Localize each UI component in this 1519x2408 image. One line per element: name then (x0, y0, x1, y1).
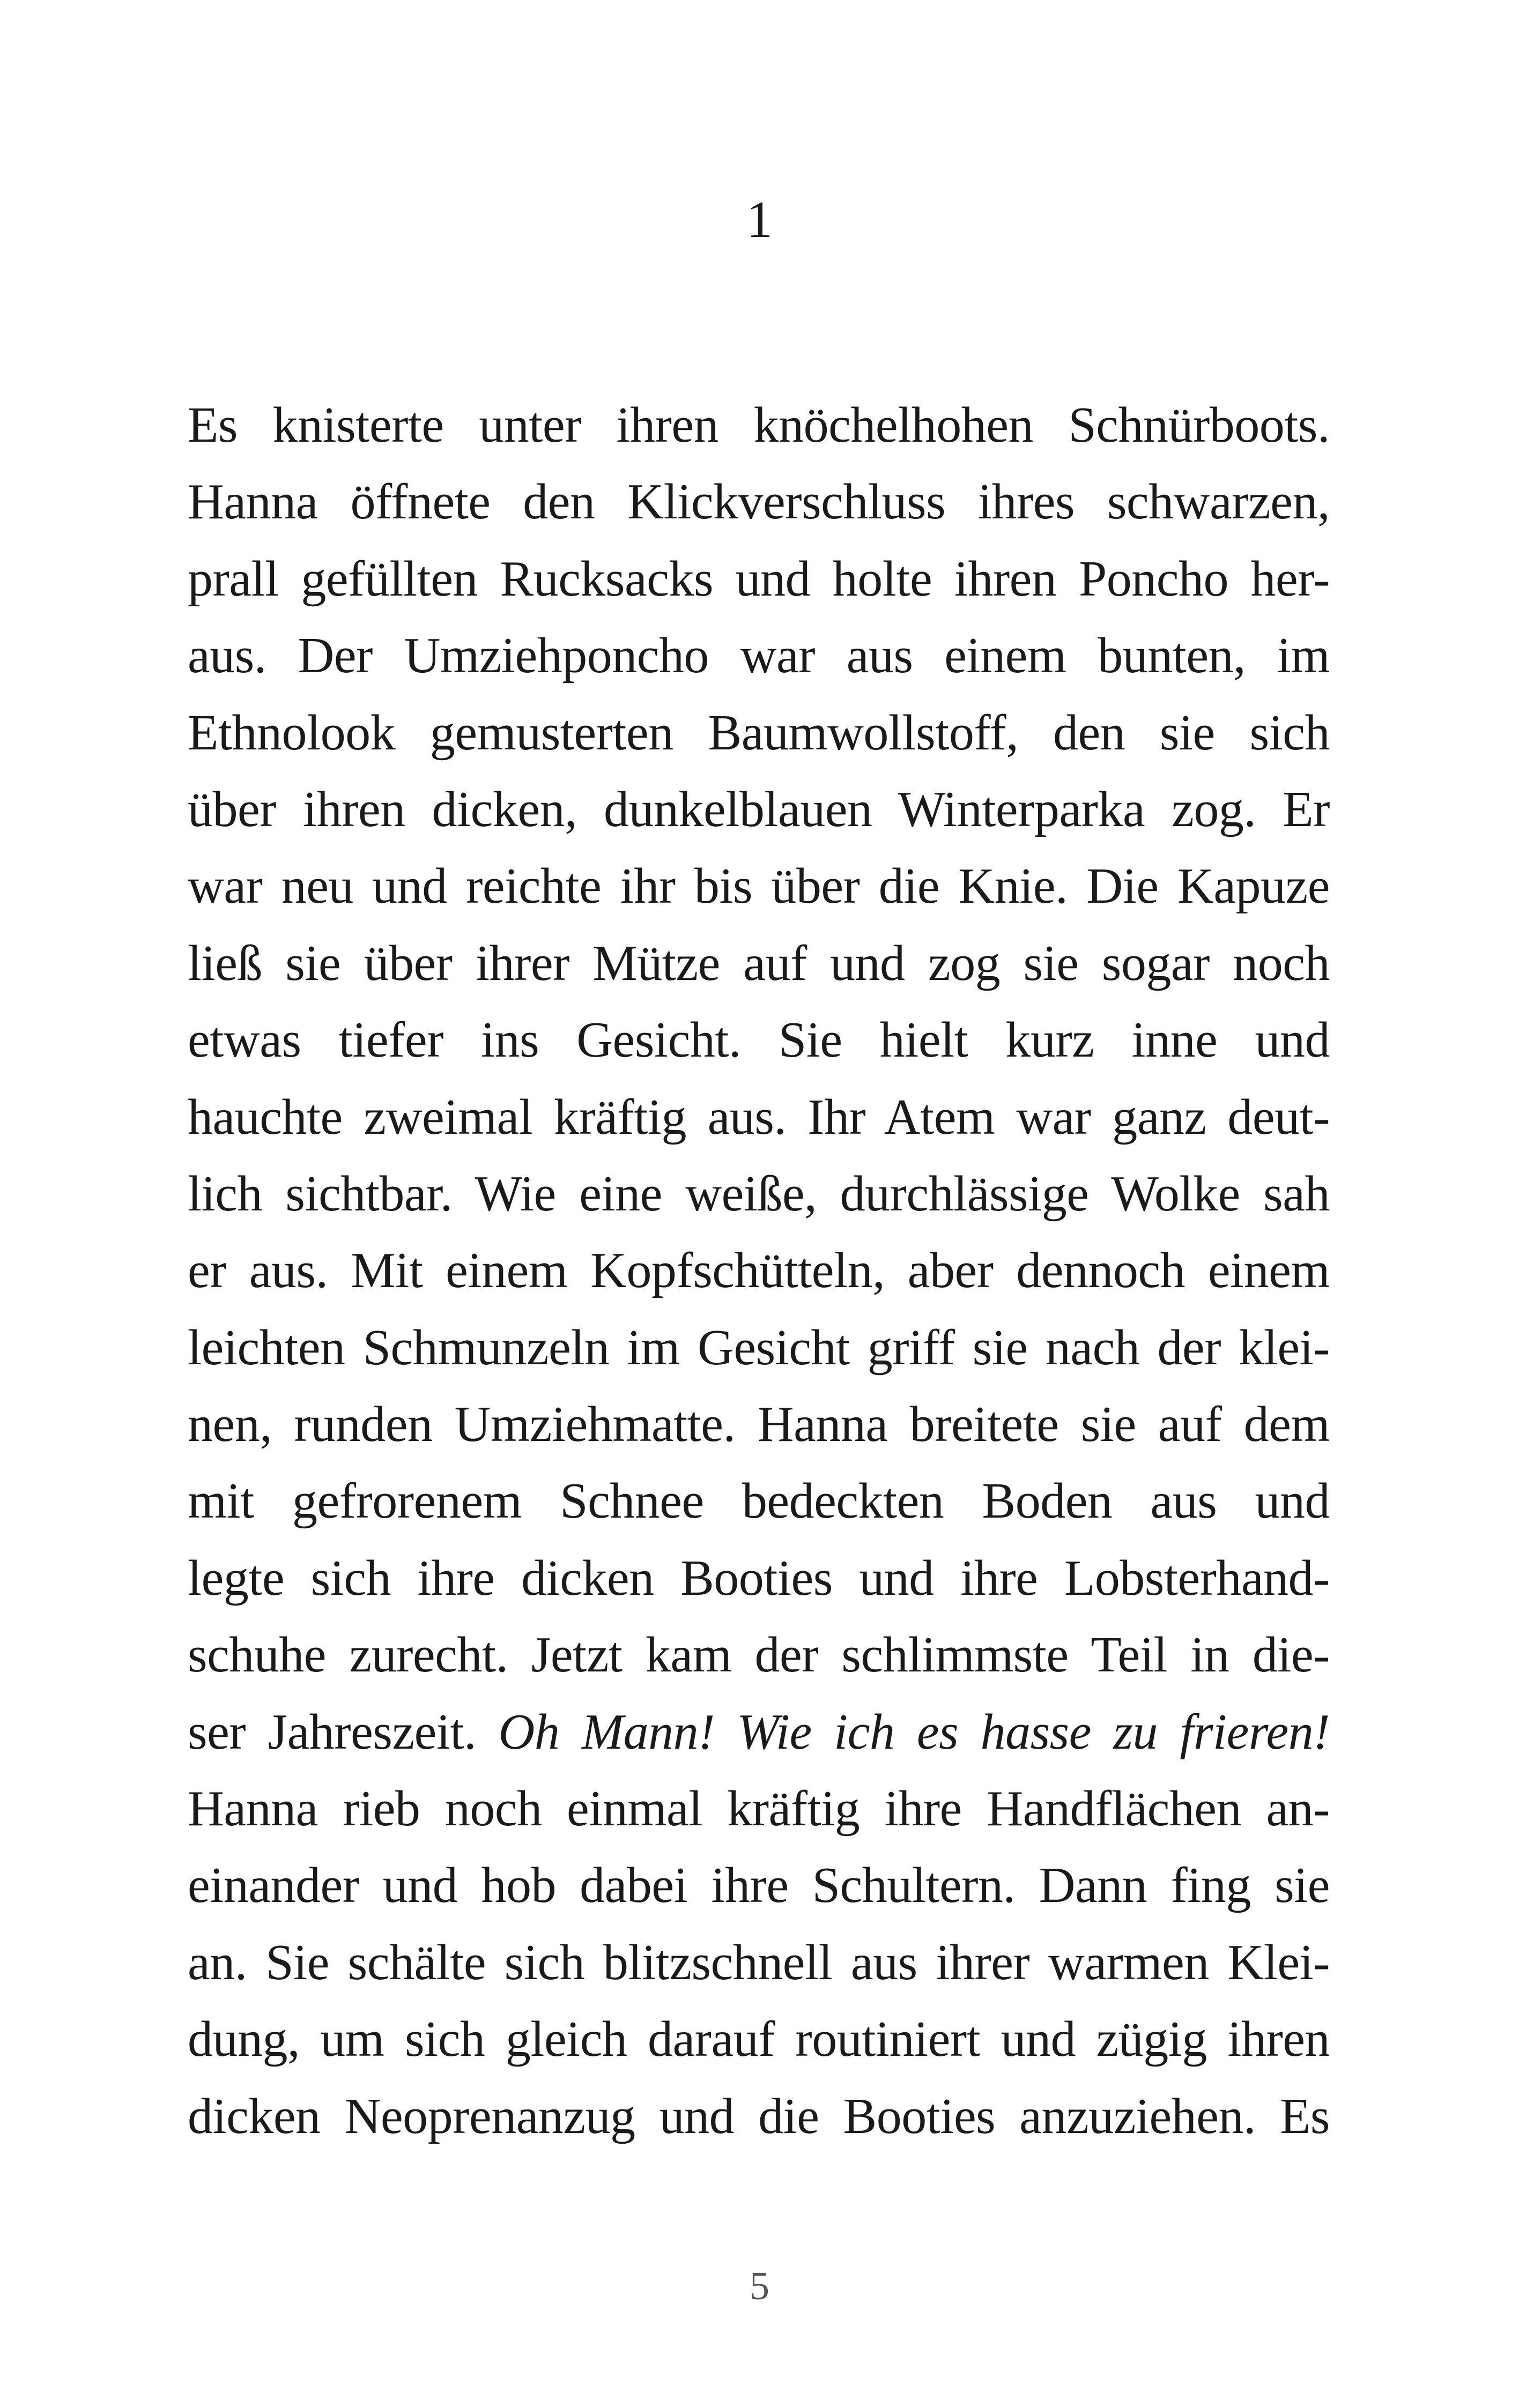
text-line: war neu und reichte ihr bis über die Knie. Die Kapuze (188, 858, 1330, 915)
text-line-prefix: ser Jahreszeit. (188, 1704, 499, 1760)
text-line: Es knisterte unter ihren knöchelhohen Schnürboots. (188, 397, 1330, 453)
text-line: lich sichtbar. Wie eine weiße, durchlässige Wolke sah (188, 1165, 1330, 1222)
text-line: mit gefrorenem Schnee bedeckten Boden aus und (188, 1473, 1330, 1529)
text-line: er aus. Mit einem Kopfschütteln, aber dennoch einem (188, 1243, 1330, 1299)
text-line: legte sich ihre dicken Booties und ihre Lobsterhand- (188, 1550, 1330, 1606)
text-line: ließ sie über ihrer Mütze auf und zog sie sogar noch (188, 935, 1330, 991)
page-number: 5 (750, 2264, 769, 2308)
text-line: einander und hob dabei ihre Schultern. Dann fing sie (188, 1857, 1330, 1914)
text-line: aus. Der Umziehponcho war aus einem bunten, im (188, 628, 1330, 684)
text-line: schuhe zurecht. Jetzt kam der schlimmste Teil in die- (188, 1627, 1330, 1683)
text-line: Ethnolook gemusterten Baumwollstoff, den sie sich (188, 704, 1330, 761)
text-line-with-thought (188, 1694, 1330, 1771)
text-line: an. Sie schälte sich blitzschnell aus ihrer warmen Klei- (188, 1934, 1330, 1990)
text-line: hauchte zweimal kräftig aus. Ihr Atem war ganz deut- (188, 1089, 1330, 1145)
text-line: leichten Schmunzeln im Gesicht griff sie nach der klei- (188, 1319, 1330, 1376)
text-line: etwas tiefer ins Gesicht. Sie hielt kurz inne und (188, 1012, 1330, 1068)
text-line: dicken Neoprenanzug und die Booties anzuziehen. Es (188, 2088, 1330, 2144)
text-line: über ihren dicken, dunkelblauen Winterparka zog. Er (188, 781, 1330, 837)
text-line: dung, um sich gleich darauf routiniert und zügig ihren (188, 2011, 1330, 2068)
body-text (188, 387, 1330, 2155)
text-line: Hanna öffnete den Klickverschluss ihres schwarzen, (188, 474, 1330, 530)
text-line: prall gefüllten Rucksacks und holte ihren Poncho her- (188, 551, 1330, 607)
text-line: Hanna rieb noch einmal kräftig ihre Handflächen an- (188, 1781, 1330, 1837)
chapter-number: 1 (746, 191, 773, 249)
text-line: nen, runden Umziehmatte. Hanna breitete sie auf dem (188, 1396, 1330, 1453)
italic-thought: Oh Mann! Wie ich es hasse zu frieren! (498, 1704, 1330, 1760)
